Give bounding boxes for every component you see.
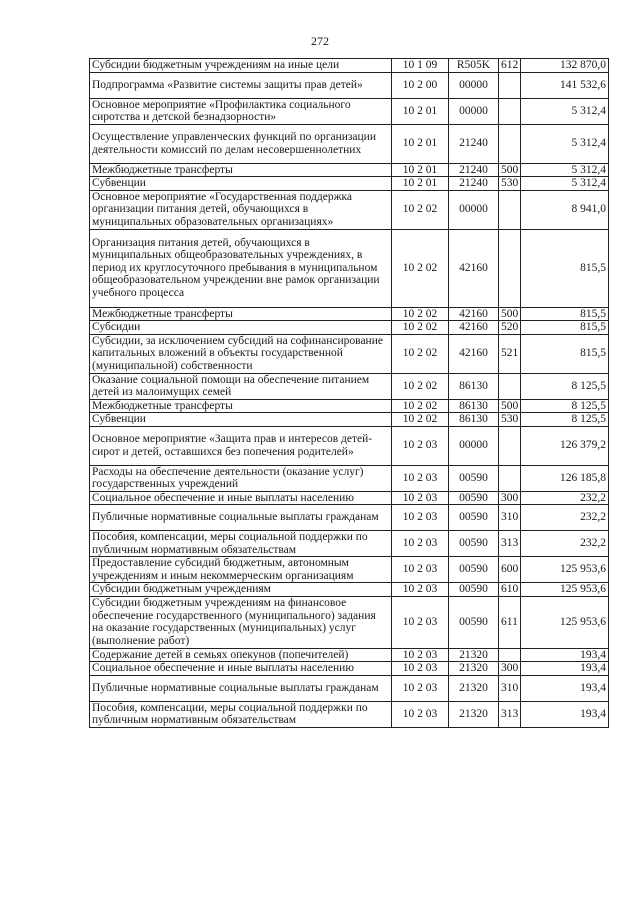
row-sum-cell: 125 953,6 <box>521 557 609 583</box>
row-kvr-cell: 500 <box>499 399 521 413</box>
table-row <box>90 334 609 373</box>
row-code-cell: 10 2 02 <box>392 229 449 307</box>
row-kvr-cell: 310 <box>499 505 521 531</box>
row-csr-cell: 42160 <box>449 229 499 307</box>
row-csr-cell: 21320 <box>449 648 499 662</box>
table-row <box>90 190 609 229</box>
row-name-cell: Социальное обеспечение и иные выплаты населению <box>90 491 392 505</box>
row-name-cell: Субсидии бюджетным учреждениям на иные цели <box>90 59 392 73</box>
row-name-cell: Субвенции <box>90 413 392 427</box>
row-sum-cell: 8 941,0 <box>521 190 609 229</box>
row-csr-cell: 42160 <box>449 321 499 335</box>
row-kvr-cell: 300 <box>499 662 521 676</box>
row-kvr-cell: 520 <box>499 321 521 335</box>
row-csr-cell: 42160 <box>449 307 499 321</box>
row-code-cell: 10 2 02 <box>392 373 449 399</box>
page-number: 272 <box>311 34 329 48</box>
row-name-cell: Социальное обеспечение и иные выплаты населению <box>90 662 392 676</box>
row-code-cell: 10 2 02 <box>392 307 449 321</box>
row-sum-cell: 126 379,2 <box>521 426 609 465</box>
row-code-cell: 10 2 03 <box>392 557 449 583</box>
row-name-cell: Подпрограмма «Развитие системы защиты прав детей» <box>90 72 392 98</box>
table-row <box>90 124 609 163</box>
table-row <box>90 307 609 321</box>
table-row <box>90 413 609 427</box>
row-csr-cell: 00590 <box>449 491 499 505</box>
row-csr-cell: 00000 <box>449 190 499 229</box>
table-row <box>90 321 609 335</box>
row-csr-cell: 00590 <box>449 531 499 557</box>
row-kvr-cell <box>499 426 521 465</box>
table-row <box>90 177 609 191</box>
row-csr-cell: 21320 <box>449 675 499 701</box>
row-kvr-cell: 612 <box>499 59 521 73</box>
row-sum-cell: 5 312,4 <box>521 124 609 163</box>
row-csr-cell: 00000 <box>449 98 499 124</box>
row-name-cell: Межбюджетные трансферты <box>90 163 392 177</box>
row-kvr-cell: 530 <box>499 177 521 191</box>
row-kvr-cell: 610 <box>499 583 521 597</box>
row-kvr-cell: 530 <box>499 413 521 427</box>
row-sum-cell: 815,5 <box>521 321 609 335</box>
row-csr-cell: 86130 <box>449 399 499 413</box>
table-row <box>90 465 609 491</box>
row-name-cell: Пособия, компенсации, меры социальной поддержки по публичным нормативным обязательствам <box>90 531 392 557</box>
table-row <box>90 426 609 465</box>
table-row <box>90 373 609 399</box>
table-row <box>90 59 609 73</box>
row-kvr-cell: 300 <box>499 491 521 505</box>
row-csr-cell: 00590 <box>449 583 499 597</box>
row-csr-cell: 21240 <box>449 177 499 191</box>
row-kvr-cell <box>499 124 521 163</box>
row-code-cell: 10 2 02 <box>392 190 449 229</box>
budget-table <box>89 58 609 728</box>
table-row <box>90 531 609 557</box>
row-name-cell: Содержание детей в семьях опекунов (попечителей) <box>90 648 392 662</box>
row-code-cell: 10 2 03 <box>392 531 449 557</box>
row-kvr-cell <box>499 72 521 98</box>
row-sum-cell: 815,5 <box>521 334 609 373</box>
row-csr-cell: 00000 <box>449 426 499 465</box>
row-kvr-cell: 600 <box>499 557 521 583</box>
row-code-cell: 10 2 03 <box>392 505 449 531</box>
row-name-cell: Субсидии бюджетным учреждениям на финансовое обеспечение государственного (муниципального) задания на оказание государственных (муниципальных) услуг (выполнение работ) <box>90 596 392 648</box>
row-code-cell: 10 2 01 <box>392 98 449 124</box>
row-code-cell: 10 2 02 <box>392 334 449 373</box>
row-code-cell: 10 2 03 <box>392 596 449 648</box>
row-kvr-cell <box>499 373 521 399</box>
row-csr-cell: 21320 <box>449 662 499 676</box>
table-row <box>90 399 609 413</box>
row-kvr-cell <box>499 190 521 229</box>
row-csr-cell: 00000 <box>449 72 499 98</box>
row-code-cell: 10 2 03 <box>392 491 449 505</box>
row-name-cell: Субсидии <box>90 321 392 335</box>
row-csr-cell: 00590 <box>449 465 499 491</box>
row-code-cell: 10 2 03 <box>392 465 449 491</box>
row-code-cell: 10 2 03 <box>392 662 449 676</box>
table-row <box>90 163 609 177</box>
row-code-cell: 10 2 02 <box>392 413 449 427</box>
row-name-cell: Межбюджетные трансферты <box>90 307 392 321</box>
row-sum-cell: 8 125,5 <box>521 413 609 427</box>
row-kvr-cell: 500 <box>499 163 521 177</box>
row-kvr-cell: 313 <box>499 531 521 557</box>
row-name-cell: Публичные нормативные социальные выплаты гражданам <box>90 675 392 701</box>
row-name-cell: Осуществление управленческих функций по организации деятельности комиссий по делам несовершеннолетних <box>90 124 392 163</box>
row-code-cell: 10 2 03 <box>392 675 449 701</box>
row-sum-cell: 8 125,5 <box>521 373 609 399</box>
row-code-cell: 10 2 02 <box>392 321 449 335</box>
table-row <box>90 675 609 701</box>
row-kvr-cell: 310 <box>499 675 521 701</box>
row-kvr-cell: 500 <box>499 307 521 321</box>
row-csr-cell: 42160 <box>449 334 499 373</box>
row-code-cell: 10 1 09 <box>392 59 449 73</box>
row-code-cell: 10 2 03 <box>392 701 449 727</box>
row-sum-cell: 125 953,6 <box>521 596 609 648</box>
row-code-cell: 10 2 02 <box>392 399 449 413</box>
row-csr-cell: 21240 <box>449 163 499 177</box>
row-kvr-cell <box>499 465 521 491</box>
row-name-cell: Субвенции <box>90 177 392 191</box>
row-name-cell: Расходы на обеспечение деятельности (оказание услуг) государственных учреждений <box>90 465 392 491</box>
table-row <box>90 662 609 676</box>
table-row <box>90 557 609 583</box>
row-name-cell: Оказание социальной помощи на обеспечение питанием детей из малоимущих семей <box>90 373 392 399</box>
budget-table-body <box>90 59 609 728</box>
row-csr-cell: 86130 <box>449 413 499 427</box>
table-row <box>90 583 609 597</box>
row-csr-cell: 00590 <box>449 557 499 583</box>
row-sum-cell: 193,4 <box>521 648 609 662</box>
row-code-cell: 10 2 01 <box>392 177 449 191</box>
row-csr-cell: 00590 <box>449 505 499 531</box>
row-code-cell: 10 2 01 <box>392 163 449 177</box>
row-name-cell: Основное мероприятие «Защита прав и интересов детей-сирот и детей, оставшихся без попечения родителей» <box>90 426 392 465</box>
table-row <box>90 505 609 531</box>
table-row <box>90 701 609 727</box>
row-sum-cell: 815,5 <box>521 229 609 307</box>
row-name-cell: Пособия, компенсации, меры социальной поддержки по публичным нормативным обязательствам <box>90 701 392 727</box>
row-code-cell: 10 2 03 <box>392 426 449 465</box>
table-row <box>90 491 609 505</box>
table-row <box>90 648 609 662</box>
row-sum-cell: 125 953,6 <box>521 583 609 597</box>
row-sum-cell: 5 312,4 <box>521 163 609 177</box>
row-name-cell: Основное мероприятие «Государственная поддержка организации питания детей, обучающихся в муниципальных образовательных организациях» <box>90 190 392 229</box>
row-sum-cell: 232,2 <box>521 491 609 505</box>
row-sum-cell: 232,2 <box>521 531 609 557</box>
table-row <box>90 596 609 648</box>
row-name-cell: Субсидии бюджетным учреждениям <box>90 583 392 597</box>
row-sum-cell: 232,2 <box>521 505 609 531</box>
row-sum-cell: 5 312,4 <box>521 177 609 191</box>
row-csr-cell: 21320 <box>449 701 499 727</box>
row-name-cell: Основное мероприятие «Профилактика социального сиротства и детской безнадзорности» <box>90 98 392 124</box>
row-sum-cell: 132 870,0 <box>521 59 609 73</box>
row-name-cell: Организация питания детей, обучающихся в муниципальных общеобразовательных учреждениях, в период их круглосуточного пребывания в муниципальном общеобразовательном учреждении вне рамок организации учебного процесса <box>90 229 392 307</box>
row-code-cell: 10 2 03 <box>392 583 449 597</box>
row-csr-cell: 00590 <box>449 596 499 648</box>
row-kvr-cell <box>499 648 521 662</box>
row-sum-cell: 193,4 <box>521 662 609 676</box>
table-row <box>90 98 609 124</box>
row-name-cell: Субсидии, за исключением субсидий на софинансирование капитальных вложений в объекты государственной (муниципальной) собственности <box>90 334 392 373</box>
row-sum-cell: 5 312,4 <box>521 98 609 124</box>
row-csr-cell: 21240 <box>449 124 499 163</box>
table-row <box>90 72 609 98</box>
row-sum-cell: 193,4 <box>521 675 609 701</box>
row-name-cell: Предоставление субсидий бюджетным, автономным учреждениям и иным некоммерческим организациям <box>90 557 392 583</box>
row-kvr-cell <box>499 98 521 124</box>
row-name-cell: Публичные нормативные социальные выплаты гражданам <box>90 505 392 531</box>
row-kvr-cell: 521 <box>499 334 521 373</box>
row-csr-cell: 86130 <box>449 373 499 399</box>
row-code-cell: 10 2 00 <box>392 72 449 98</box>
row-code-cell: 10 2 03 <box>392 648 449 662</box>
row-sum-cell: 8 125,5 <box>521 399 609 413</box>
row-code-cell: 10 2 01 <box>392 124 449 163</box>
row-kvr-cell: 313 <box>499 701 521 727</box>
row-sum-cell: 193,4 <box>521 701 609 727</box>
row-name-cell: Межбюджетные трансферты <box>90 399 392 413</box>
row-sum-cell: 141 532,6 <box>521 72 609 98</box>
row-csr-cell: R505K <box>449 59 499 73</box>
row-sum-cell: 815,5 <box>521 307 609 321</box>
table-row <box>90 229 609 307</box>
row-sum-cell: 126 185,8 <box>521 465 609 491</box>
row-kvr-cell <box>499 229 521 307</box>
row-kvr-cell: 611 <box>499 596 521 648</box>
